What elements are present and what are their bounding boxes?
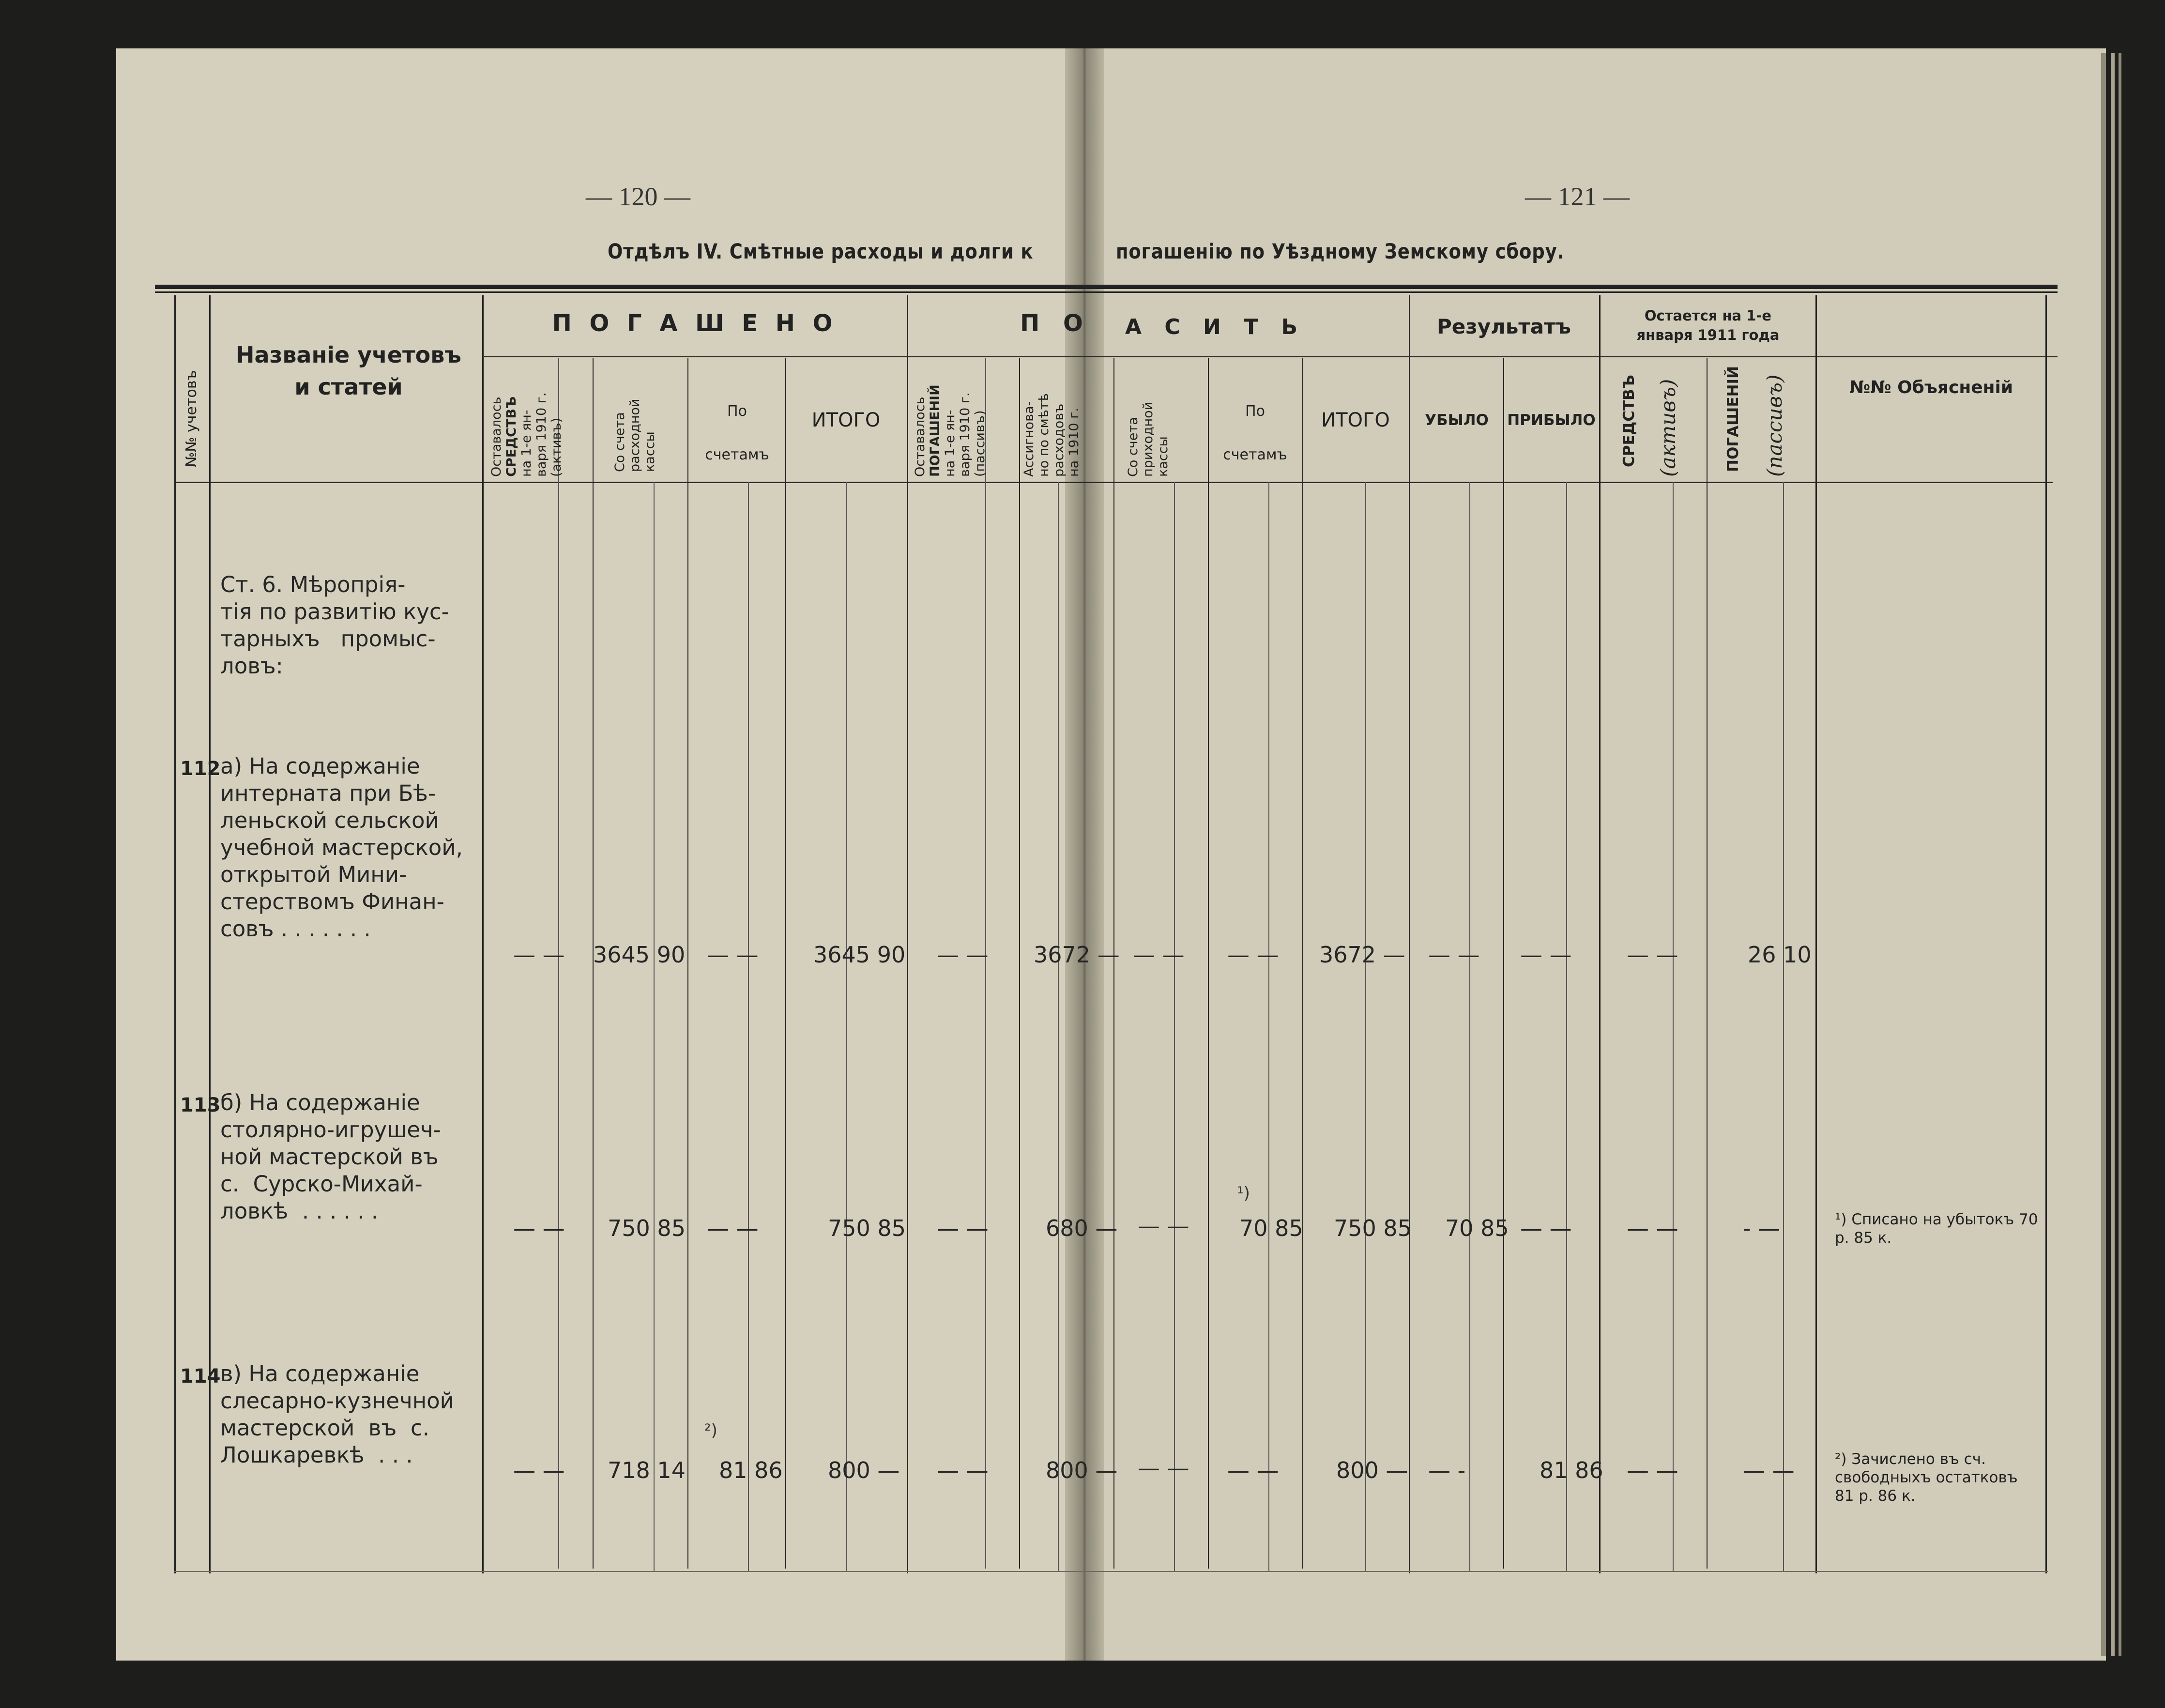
row-title-line: в) На содержаніе: [220, 1361, 420, 1387]
header-line: счетамъ: [1223, 446, 1287, 463]
right-title: погашенію по Уѣздному Земскому сбору.: [1116, 240, 1565, 264]
header-line: ПОГАШЕНІЙ: [928, 384, 943, 477]
cell-ostavalos-pogasheniy: — —: [937, 942, 989, 968]
column-line: [174, 295, 176, 1573]
header-line: расходной: [627, 398, 642, 472]
row-title: [220, 1360, 454, 1469]
header-passiv: (пассивъ): [1763, 374, 1786, 477]
column-line: [1058, 482, 1059, 1571]
row-title-line: совъ . . . . . . .: [220, 916, 371, 942]
cell-so-scheta-prihodnoy: — —: [1138, 1455, 1189, 1481]
row-number: 113: [180, 1094, 221, 1116]
cell-ubylo: 70 85: [1445, 1215, 1509, 1241]
column-line: [748, 482, 749, 1571]
column-line: [1409, 295, 1410, 1573]
cell-ostavalos-pogasheniy: — —: [937, 1215, 989, 1241]
footnote-mark: ²): [704, 1421, 717, 1440]
column-line: [1783, 482, 1784, 1571]
header-line: По: [727, 403, 747, 420]
cell-so-scheta-prihodnoy: — —: [1138, 1213, 1189, 1239]
header-line: (активъ): [549, 417, 564, 477]
header-line: СРЕДСТВЪ: [504, 396, 519, 477]
column-line: [1365, 482, 1366, 1571]
section-heading-line: тарныхъ промыс-: [220, 626, 436, 652]
section-heading-line: Ст. 6. Мѣропрія-: [220, 572, 406, 597]
cell-po-schetam: — —: [707, 1215, 759, 1241]
subheader-rule: [1094, 356, 2058, 357]
header-line: но по смѣтѣ: [1037, 393, 1052, 477]
header-line: (пассивъ): [973, 410, 988, 477]
column-line: [1815, 295, 1817, 1573]
row-title-line: б) На содержаніе: [220, 1090, 420, 1115]
row-title: [220, 1089, 441, 1225]
header-line: на 1-е ян-: [943, 410, 958, 477]
header-so-scheta-rashodnoy: [612, 399, 657, 472]
cell-ubylo: — —: [1428, 942, 1480, 968]
header-ostaetsya-line: Остается на 1-е: [1644, 307, 1772, 324]
cell-so-scheta-rashodnoy: 718 14: [608, 1457, 686, 1483]
cell-itogo: 800 —: [828, 1457, 900, 1483]
row-title-line: Лошкаревкѣ . . .: [220, 1442, 413, 1468]
row-title: [220, 753, 463, 943]
header-line: По: [1245, 403, 1265, 420]
left-page-number: — 120 —: [586, 182, 690, 211]
cell-pogasheniy: 26 10: [1748, 942, 1812, 968]
left-title: Отдѣлъ IV. Смѣтные расходы и долги к: [608, 240, 1034, 264]
header-col-name-line: и статей: [294, 374, 403, 400]
book-gutter: [1065, 48, 1104, 1661]
cell-pribylo: — —: [1520, 1215, 1572, 1241]
header-po-schetam-r: [1210, 390, 1300, 477]
header-line: расходовъ: [1052, 403, 1067, 477]
row-title-line: а) На содержаніе: [220, 753, 420, 779]
header-line: приходной: [1141, 401, 1156, 477]
cell-ostavalos-sredstv: — —: [513, 1215, 565, 1241]
cell-ostavalos-pogasheniy: — —: [937, 1457, 989, 1483]
row-title-line: леньской сельской: [220, 808, 439, 833]
page-edge: [2119, 53, 2121, 1656]
header-obyasneniy: №№ Объясненій: [1849, 378, 2013, 397]
header-line: Ассигнова-: [1022, 401, 1037, 477]
header-line: счетамъ: [705, 446, 769, 463]
column-line: [1707, 358, 1708, 1569]
table-bottom-rule: [174, 1571, 2048, 1572]
column-line: [654, 482, 655, 1571]
column-line: [1174, 482, 1175, 1571]
row-title-line: ной мастерской въ: [220, 1144, 439, 1170]
header-po-schetam: [690, 390, 784, 477]
header-line: на 1-е ян-: [519, 410, 534, 477]
right-page: [1099, 48, 2106, 1661]
header-line: варя 1910 г.: [534, 392, 549, 477]
header-sredstv: СРЕДСТВЪ: [1620, 375, 1638, 467]
column-line: [482, 295, 484, 1573]
header-col-name: [228, 339, 470, 403]
column-line: [846, 482, 847, 1571]
column-line: [1268, 482, 1269, 1571]
cell-po-schetam: — —: [707, 942, 759, 968]
cell-so-scheta-prihodnoy: — —: [1133, 942, 1185, 968]
header-pogasit-right: А С И Т Ь: [1125, 315, 1305, 339]
cell-itogo-r: 800 —: [1336, 1457, 1408, 1483]
header-col-name-line: Названіе учетовъ: [236, 342, 461, 368]
row-title-line: интерната при Бѣ-: [220, 780, 436, 806]
row-title-line: с. Сурско-Михай-: [220, 1171, 423, 1197]
subheader-rule: [484, 356, 1094, 357]
row-title-line: стерствомъ Финан-: [220, 889, 444, 915]
right-page-number: — 121 —: [1525, 182, 1630, 211]
header-itogo-r: ИТОГО: [1321, 409, 1390, 431]
header-line: Со счета: [1126, 417, 1141, 477]
header-pogasheno: П О Г А Ш Е Н О: [552, 310, 838, 337]
header-line: варя 1910 г.: [958, 392, 973, 477]
row-title-line: учебной мастерской,: [220, 835, 463, 860]
header-itogo: ИТОГО: [811, 409, 881, 431]
column-line: [1208, 358, 1209, 1569]
row-title-line: мастерской въ с.: [220, 1415, 430, 1441]
cell-sredstv: — —: [1627, 942, 1678, 968]
header-aktiv: (активъ): [1656, 379, 1680, 477]
column-line: [785, 358, 786, 1569]
table-top-rule: [155, 285, 2058, 289]
cell-itogo-r: 3672 —: [1319, 942, 1405, 968]
row-title-line: ловкѣ . . . . . .: [220, 1198, 379, 1224]
header-line: на 1910 г.: [1067, 408, 1082, 477]
header-line: кассы: [1156, 436, 1171, 477]
header-so-scheta-prihodnoy: [1126, 402, 1171, 477]
page-edge: [2111, 53, 2115, 1656]
cell-itogo: 750 85: [828, 1215, 906, 1241]
cell-so-scheta-rashodnoy: 750 85: [608, 1215, 686, 1241]
column-line: [687, 358, 688, 1569]
footnote-mark: ¹): [1237, 1184, 1250, 1203]
header-pogasit-left: П О: [1020, 310, 1091, 337]
row-title-line: слесарно-кузнечной: [220, 1388, 454, 1414]
row-number: 114: [180, 1365, 221, 1388]
cell-po-schetam-r: — —: [1227, 942, 1279, 968]
header-line: Оставалось: [913, 396, 928, 477]
header-ostaetsya: [1601, 306, 1815, 345]
cell-po-schetam-r: 70 85: [1239, 1215, 1303, 1241]
cell-ubylo: — -: [1428, 1457, 1466, 1483]
cell-po-schetam-r: — —: [1227, 1457, 1279, 1483]
column-line: [1302, 358, 1303, 1569]
page-edge: [2101, 53, 2106, 1656]
section-heading-line: ловъ:: [220, 653, 283, 679]
table-top-rule-thin: [155, 291, 2058, 293]
column-line: [1599, 295, 1601, 1573]
header-col-number: №№ учетовъ: [183, 370, 200, 467]
column-line: [1673, 482, 1674, 1571]
cell-pribylo: — —: [1520, 942, 1572, 968]
column-line: [1469, 482, 1470, 1571]
header-ostavalos-pogasheniy: [913, 384, 988, 477]
column-line: [1566, 482, 1567, 1571]
header-rezultat: Результатъ: [1437, 315, 1571, 338]
header-ostaetsya-line: января 1911 года: [1636, 327, 1780, 343]
header-ostavalos-sredstv: [489, 393, 564, 477]
cell-ostavalos-sredstv: — —: [513, 942, 565, 968]
cell-so-scheta-rashodnoy: 3645 90: [593, 942, 686, 968]
header-line: Со счета: [612, 412, 627, 472]
cell-assignovano: 800 —: [1046, 1457, 1118, 1483]
cell-pogasheniy: — —: [1743, 1457, 1795, 1483]
section-heading-line: тія по развитію кус-: [220, 599, 449, 625]
header-pogasheniy: ПОГАШЕНІЙ: [1724, 366, 1742, 472]
header-line: кассы: [642, 431, 657, 472]
cell-ostavalos-sredstv: — —: [513, 1457, 565, 1483]
header-assignovano: [1022, 393, 1082, 477]
cell-itogo: 3645 90: [813, 942, 906, 968]
row-number: 112: [180, 758, 221, 780]
header-ubylo: УБЫЛО: [1425, 412, 1489, 429]
header-pribylo: ПРИБЫЛО: [1507, 412, 1596, 429]
explanation-note: ²) Зачислено въ сч. свободныхъ остатковъ 81 р. 86 к.: [1835, 1450, 2018, 1505]
cell-po-schetam: 81 86: [719, 1457, 783, 1483]
column-line: [1503, 358, 1504, 1569]
header-line: Оставалось: [489, 396, 504, 477]
cell-pogasheniy: - —: [1743, 1215, 1781, 1241]
section-heading: [220, 571, 449, 680]
cell-assignovano: 680 —: [1046, 1215, 1118, 1241]
explanation-note: ¹) Списано на убытокъ 70 р. 85 к.: [1835, 1211, 2038, 1247]
cell-sredstv: — —: [1627, 1457, 1678, 1483]
row-title-line: открытой Мини-: [220, 862, 407, 887]
cell-assignovano: 3672 —: [1034, 942, 1120, 968]
column-line: [2045, 295, 2047, 1573]
column-line: [907, 295, 908, 1573]
column-line: [1019, 358, 1020, 1569]
cell-sredstv: — —: [1627, 1215, 1678, 1241]
cell-itogo-r: 750 85: [1334, 1215, 1412, 1241]
cell-pribylo: 81 86: [1540, 1457, 1603, 1483]
row-title-line: столярно-игрушеч-: [220, 1117, 441, 1143]
